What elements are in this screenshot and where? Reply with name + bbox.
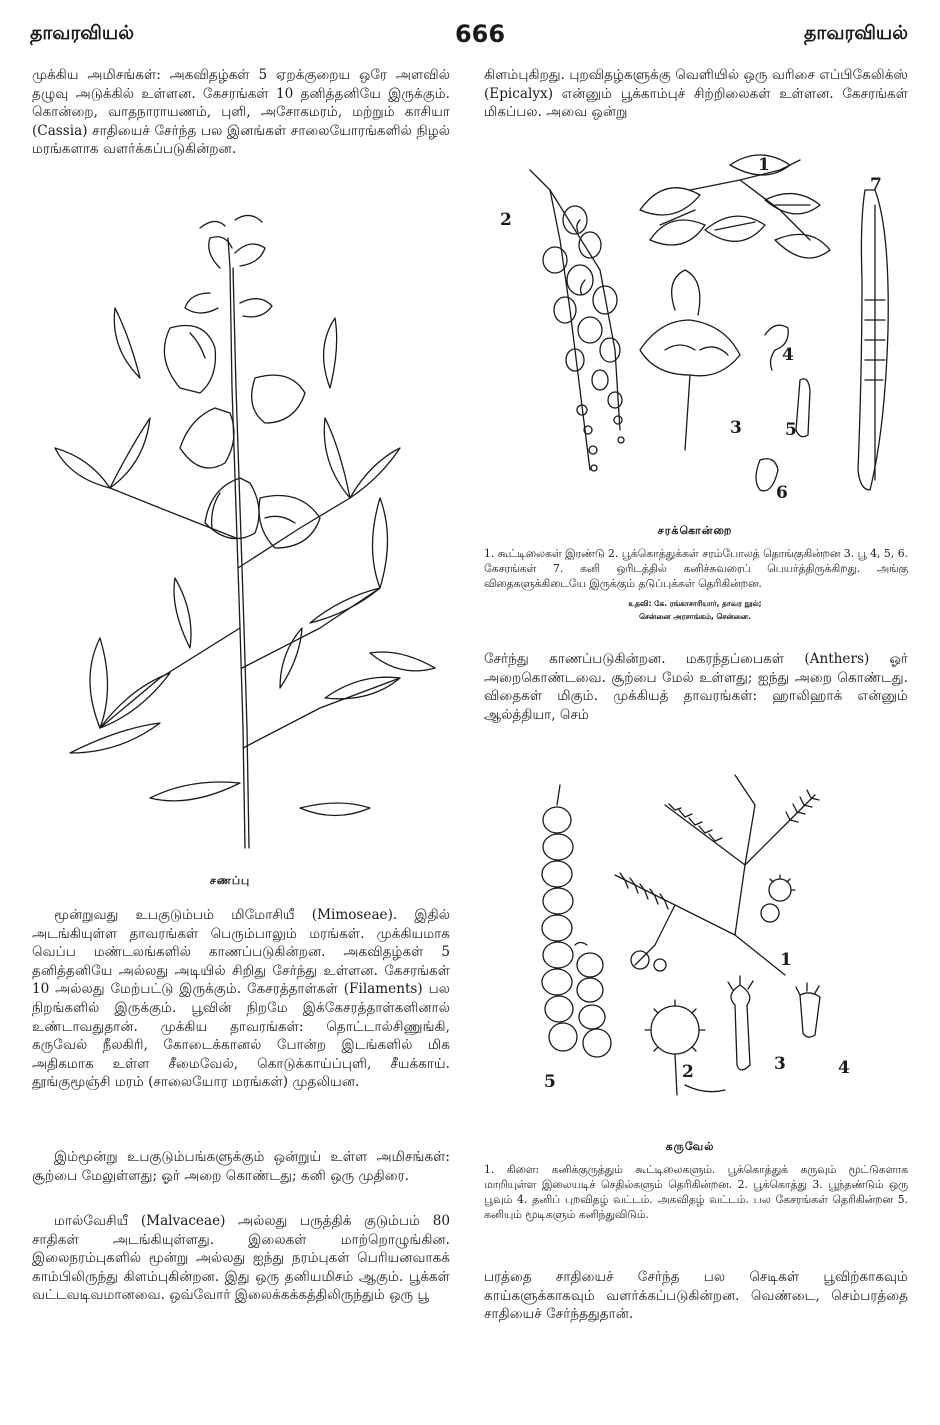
acacia-label-3: 3 (774, 1054, 786, 1074)
left-paragraph-1: முக்கிய அமிசங்கள்: அகவிதழ்கள் 5 ஏறக்குறைய ஒரே அளவில் தழுவு அடுக்கில் உள்ளன. கேசரங்கள் 10 தனித்தனியே இருக்கும். கொன்றை, வாதநாராயணம், புளி, அசோகமரம், மற்றும் காசியா (Cassia) சாதியைச் சேர்ந்த பல இனங்கள் சாலையோரங்களில் நிழல் மரங்களாக வளர்க்கப்படுகின்றன. (32, 67, 450, 158)
right-paragraph-2: சேர்ந்து காணப்படுகின்றன. மகரந்தப்பைகள் (Anthers) ஓர் அறைகொண்டவை. சூற்பை மேல் உள்ளது; ஐந்து அறை கொண்டது. விதைகள் மிகும். முக்கியத் தாவரங்கள்: ஹாலிஹாக் என்னும் ஆல்த்தியா, செம் (484, 651, 908, 723)
sunn-hemp-caption: சணப்பு (209, 874, 251, 887)
cassia-credit-line-2: சென்னை அரசாங்கம், சென்னை. (639, 612, 751, 621)
acacia-figure-title: கருவேல் (665, 1140, 715, 1153)
left-paragraph-4: மால்வேசியீ (Malvaceae) அல்லது பருத்திக் குடும்பம் 80 சாதிகள் அடங்கியுள்ளது. இலைகள் மாற்றொழுங்கின. இலைநரம்புகளில் மூன்று அல்லது ஐந்து நரம்புகள் பெரியனவாகக் காம்பிலிருந்து கிளம்புகின்றன. இது ஒரு தனியமிசம் ஆகும். பூக்கள் வட்டவடிவமானவை. ஒவ்வோர் இலைக்கக்கத்திலிருந்தும் ஒரு பூ (32, 1213, 450, 1304)
cassia-label-3: 3 (730, 418, 742, 438)
running-header-right: தாவரவியல் (804, 22, 908, 44)
cassia-label-2: 2 (500, 210, 512, 230)
page-number: 666 (454, 20, 506, 48)
cassia-credit-line-1: உதவி: கே. ரங்காசாரியார், தாவர நூல்; (628, 599, 762, 608)
acacia-label-2: 2 (682, 1062, 694, 1082)
right-paragraph-3: பரத்தை சாதியைச் சேர்ந்த பல செடிகள் பூவிற்காகவும் காய்களுக்காகவும் வளர்க்கப்படுகின்றன. வெண்டை, செம்பரத்தை சாதியைச் சேர்ந்ததுதான். (484, 1269, 908, 1323)
left-paragraph-2: மூன்றுவது உபகுடும்பம் மிமோசியீ (Mimoseae). இதில் அடங்கியுள்ள தாவரங்கள் பெரும்பாலும் மரங்கள். முக்கியமாக வெப்ப மண்டலங்களில் காணப்படுகின்றன. அகவிதழ்கள் 5 தனித்தனியே அல்லது அடியில் சிறிது சேர்ந்து உள்ளன. கேசரங்கள் 10 அல்லது மேற்பட்டு இருக்கும். கேசரத்தாள்கள் (Filaments) பல நிறங்களில் இருக்கும். பூவின் நிறமே இக்கேசரத்தாள்களினால் உண்டாவதுதான். முக்கிய தாவரங்கள்: தொட்டால்சிணுங்கி, கருவேல் நீலகிரி, கோடைக்கானல் போன்ற இடங்களில் மிக அதிகமாக உள்ள சீமைவேல், கொடுக்காய்ப்புளி, சீயக்காய். தூங்குமூஞ்சி மரம் (சாலையோர மரங்கள்) முதலியன. (32, 907, 450, 1091)
acacia-illustration (535, 765, 865, 1125)
sunn-hemp-illustration (40, 208, 440, 858)
cassia-label-7: 7 (870, 175, 882, 195)
cassia-fistula-illustration (490, 150, 910, 515)
acacia-label-4: 4 (838, 1058, 850, 1078)
cassia-label-4: 4 (782, 345, 794, 365)
cassia-label-1: 1 (758, 155, 770, 175)
left-paragraph-3: இம்மூன்று உபகுடும்பங்களுக்கும் ஒன்றுய் உள்ள அமிசங்கள்: சூற்பை மேலுள்ளது; ஓர் அறை கொண்டது; கனி ஒரு முதிரை. (32, 1149, 450, 1184)
acacia-label-5: 5 (544, 1072, 556, 1092)
acacia-figure-caption: 1. கிளை: கனிக்குருத்தும் கூட்டிலைகளும். பூக்கொத்துக் கருவும் மூட்டுகளாக மாறியுள்ள இலையடிச் செதில்களும் தெரிகின்றன. 2. பூக்கொத்து 3. பூந்தண்டும் ஒரு பூவும் 4. தனிப் புறவிதழ் வட்டம். அகவிதழ் வட்டம். பல கேசரங்கள் தெரிகின்றன 5. கனியும் மூடிகளும் கனிந்துவிடும். (484, 1163, 908, 1221)
cassia-label-5: 5 (785, 420, 797, 440)
right-paragraph-1: கிளம்புகிறது. புறவிதழ்களுக்கு வெளியில் ஒரு வரிசை எப்பிகேலிக்ஸ் (Epicalyx) என்னும் பூக்காம்புச் சிற்றிலைகள் உள்ளன. கேசரங்கள் மிகப்பல. அவை ஒன்று (484, 67, 908, 121)
cassia-figure-caption: 1. கூட்டிலைகள் இரண்டு 2. பூக்கொத்துக்கள் சரம்போலத் தொங்குகின்றன 3. பூ 4, 5, 6. கேசரங்கள் 7. கனி ஒரிடத்தில் கனிச்சுவரைப் பெயர்த்திருக்கிறது. அங்கு விதைகளுக்கிடையே இருக்கும் தடுப்புக்கள் தெரிகின்றன. (484, 547, 908, 590)
acacia-label-1: 1 (780, 950, 792, 970)
running-header-left: தாவரவியல் (30, 22, 134, 44)
cassia-figure-title: சரக்கொன்றை (657, 524, 733, 537)
cassia-label-6: 6 (776, 483, 788, 503)
